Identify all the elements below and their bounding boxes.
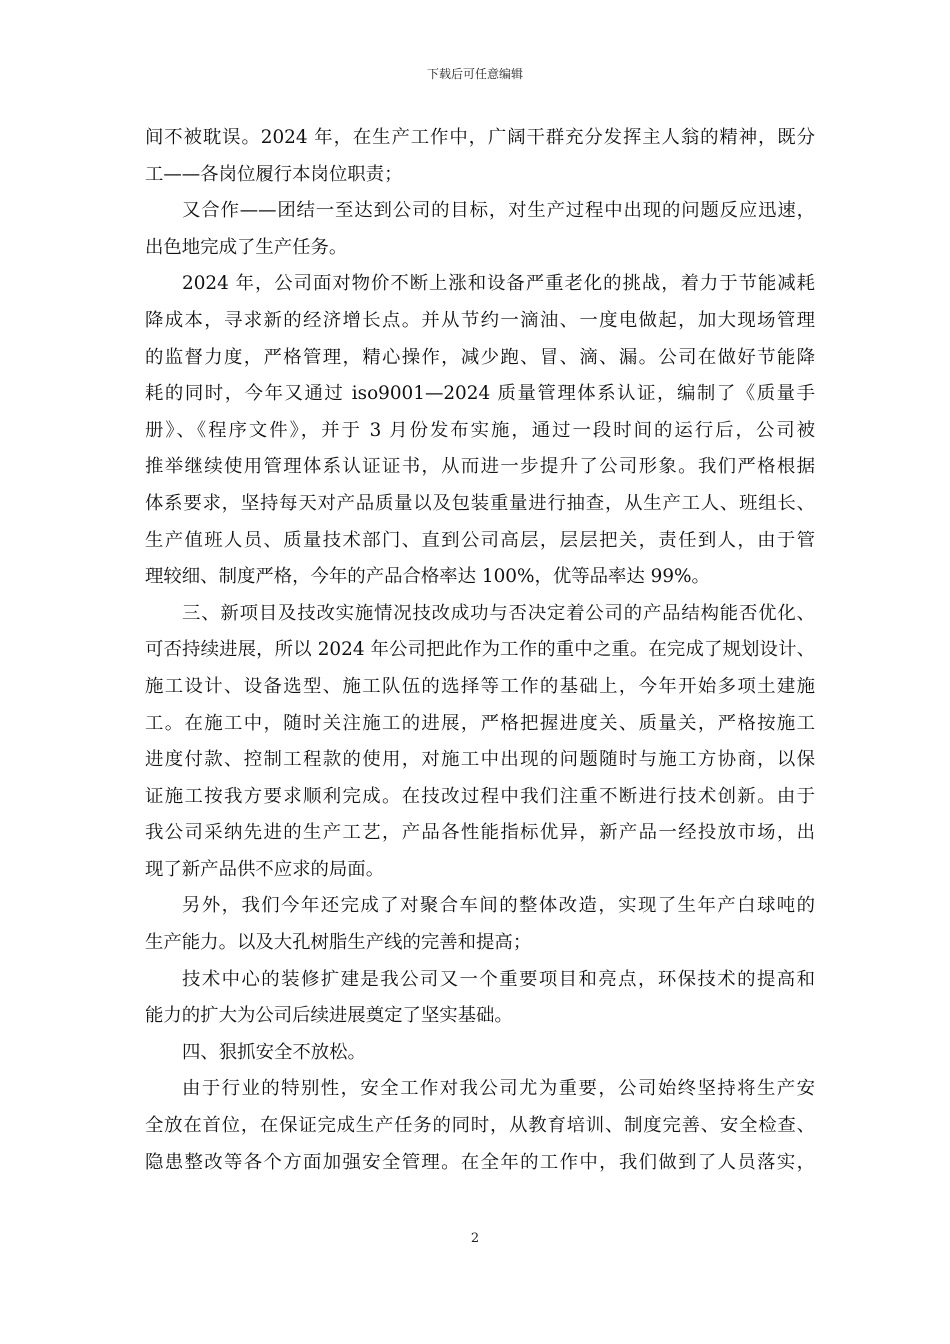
text-line: 进度付款、控制工程款的使用，对施工中出现的问题随时与施工方协商，以保 xyxy=(145,749,815,771)
text-line: 可否持续进展，所以 2024 年公司把此作为工作的重中之重。在完成了规划设计、 xyxy=(145,639,815,661)
text-line: 推举继续使用管理体系认证证书，从而进一步提升了公司形象。我们严格根据 xyxy=(145,456,815,478)
text-line: 降成本，寻求新的经济增长点。并从节约一滴油、一度电做起，加大现场管理 xyxy=(145,309,815,331)
text-line: 我公司采纳先进的生产工艺，产品各性能指标优异，新产品一经投放市场，出 xyxy=(145,822,815,844)
text-line: 三、新项目及技改实施情况技改成功与否决定着公司的产品结构能否优化、 xyxy=(182,602,815,624)
text-line: 间不被耽误。2024 年，在生产工作中，广阔干群充分发挥主人翁的精神，既分 xyxy=(145,127,815,148)
text-line: 册》、《程序文件》，并于 3 月份发布实施，通过一段时间的运行后，公司被 xyxy=(145,419,815,441)
text-line: 工。在施工中，随时关注施工的进展，严格把握进度关、质量关，严格按施工 xyxy=(145,712,815,734)
text-line: 又合作——团结一至达到公司的目标，对生产过程中出现的问题反应迅速， xyxy=(182,200,815,222)
text-line: 全放在首位，在保证完成生产任务的同时，从教育培训、制度完善、安全检查、 xyxy=(145,1115,815,1137)
text-line: 隐患整改等各个方面加强安全管理。在全年的工作中，我们做到了人员落实， xyxy=(145,1151,815,1173)
text-line: 工——各岗位履行本岗位职责； xyxy=(145,163,403,185)
text-line: 施工设计、设备选型、施工队伍的选择等工作的基础上，今年开始多项土建施 xyxy=(145,675,815,697)
text-line: 四、狠抓安全不放松。 xyxy=(182,1041,366,1063)
document-body xyxy=(145,120,815,1181)
text-line: 生产值班人员、质量技术部门、直到公司高层，层层把关，责任到人，由于管 xyxy=(145,529,815,551)
text-line: 出色地完成了生产任务。 xyxy=(145,236,348,258)
text-line: 由于行业的特别性，安全工作对我公司尤为重要，公司始终坚持将生产安 xyxy=(182,1078,815,1100)
text-line: 技术中心的装修扩建是我公司又一个重要项目和亮点，环保技术的提高和 xyxy=(182,968,815,990)
text-line: 证施工按我方要求顺利完成。在技改过程中我们注重不断进行技术创新。由于 xyxy=(145,785,815,807)
text-line: 的监督力度，严格管理，精心操作，减少跑、冒、滴、漏。公司在做好节能降 xyxy=(145,346,815,368)
text-line: 现了新产品供不应求的局面。 xyxy=(145,858,385,880)
text-line: 能力的扩大为公司后续进展奠定了坚实基础。 xyxy=(145,1005,513,1027)
text-line: 理较细、制度严格，今年的产品合格率达 100%，优等品率达 99%。 xyxy=(145,566,710,588)
text-line: 生产能力。以及大孔树脂生产线的完善和提高； xyxy=(145,932,532,954)
text-line: 2024 年，公司面对物价不断上涨和设备严重老化的挑战，着力于节能减耗 xyxy=(182,273,815,295)
text-line: 耗的同时，今年又通过 iso9001—2024 质量管理体系认证，编制了《质量手 xyxy=(145,383,815,405)
text-line: 体系要求，坚持每天对产品质量以及包装重量进行抽查，从生产工人、班组长、 xyxy=(145,492,815,514)
page-header-note: 下载后可任意编辑 xyxy=(426,67,523,81)
text-line: 另外，我们今年还完成了对聚合车间的整体改造，实现了生年产白球吨的 xyxy=(182,895,815,917)
page-number: 2 xyxy=(470,1231,480,1246)
